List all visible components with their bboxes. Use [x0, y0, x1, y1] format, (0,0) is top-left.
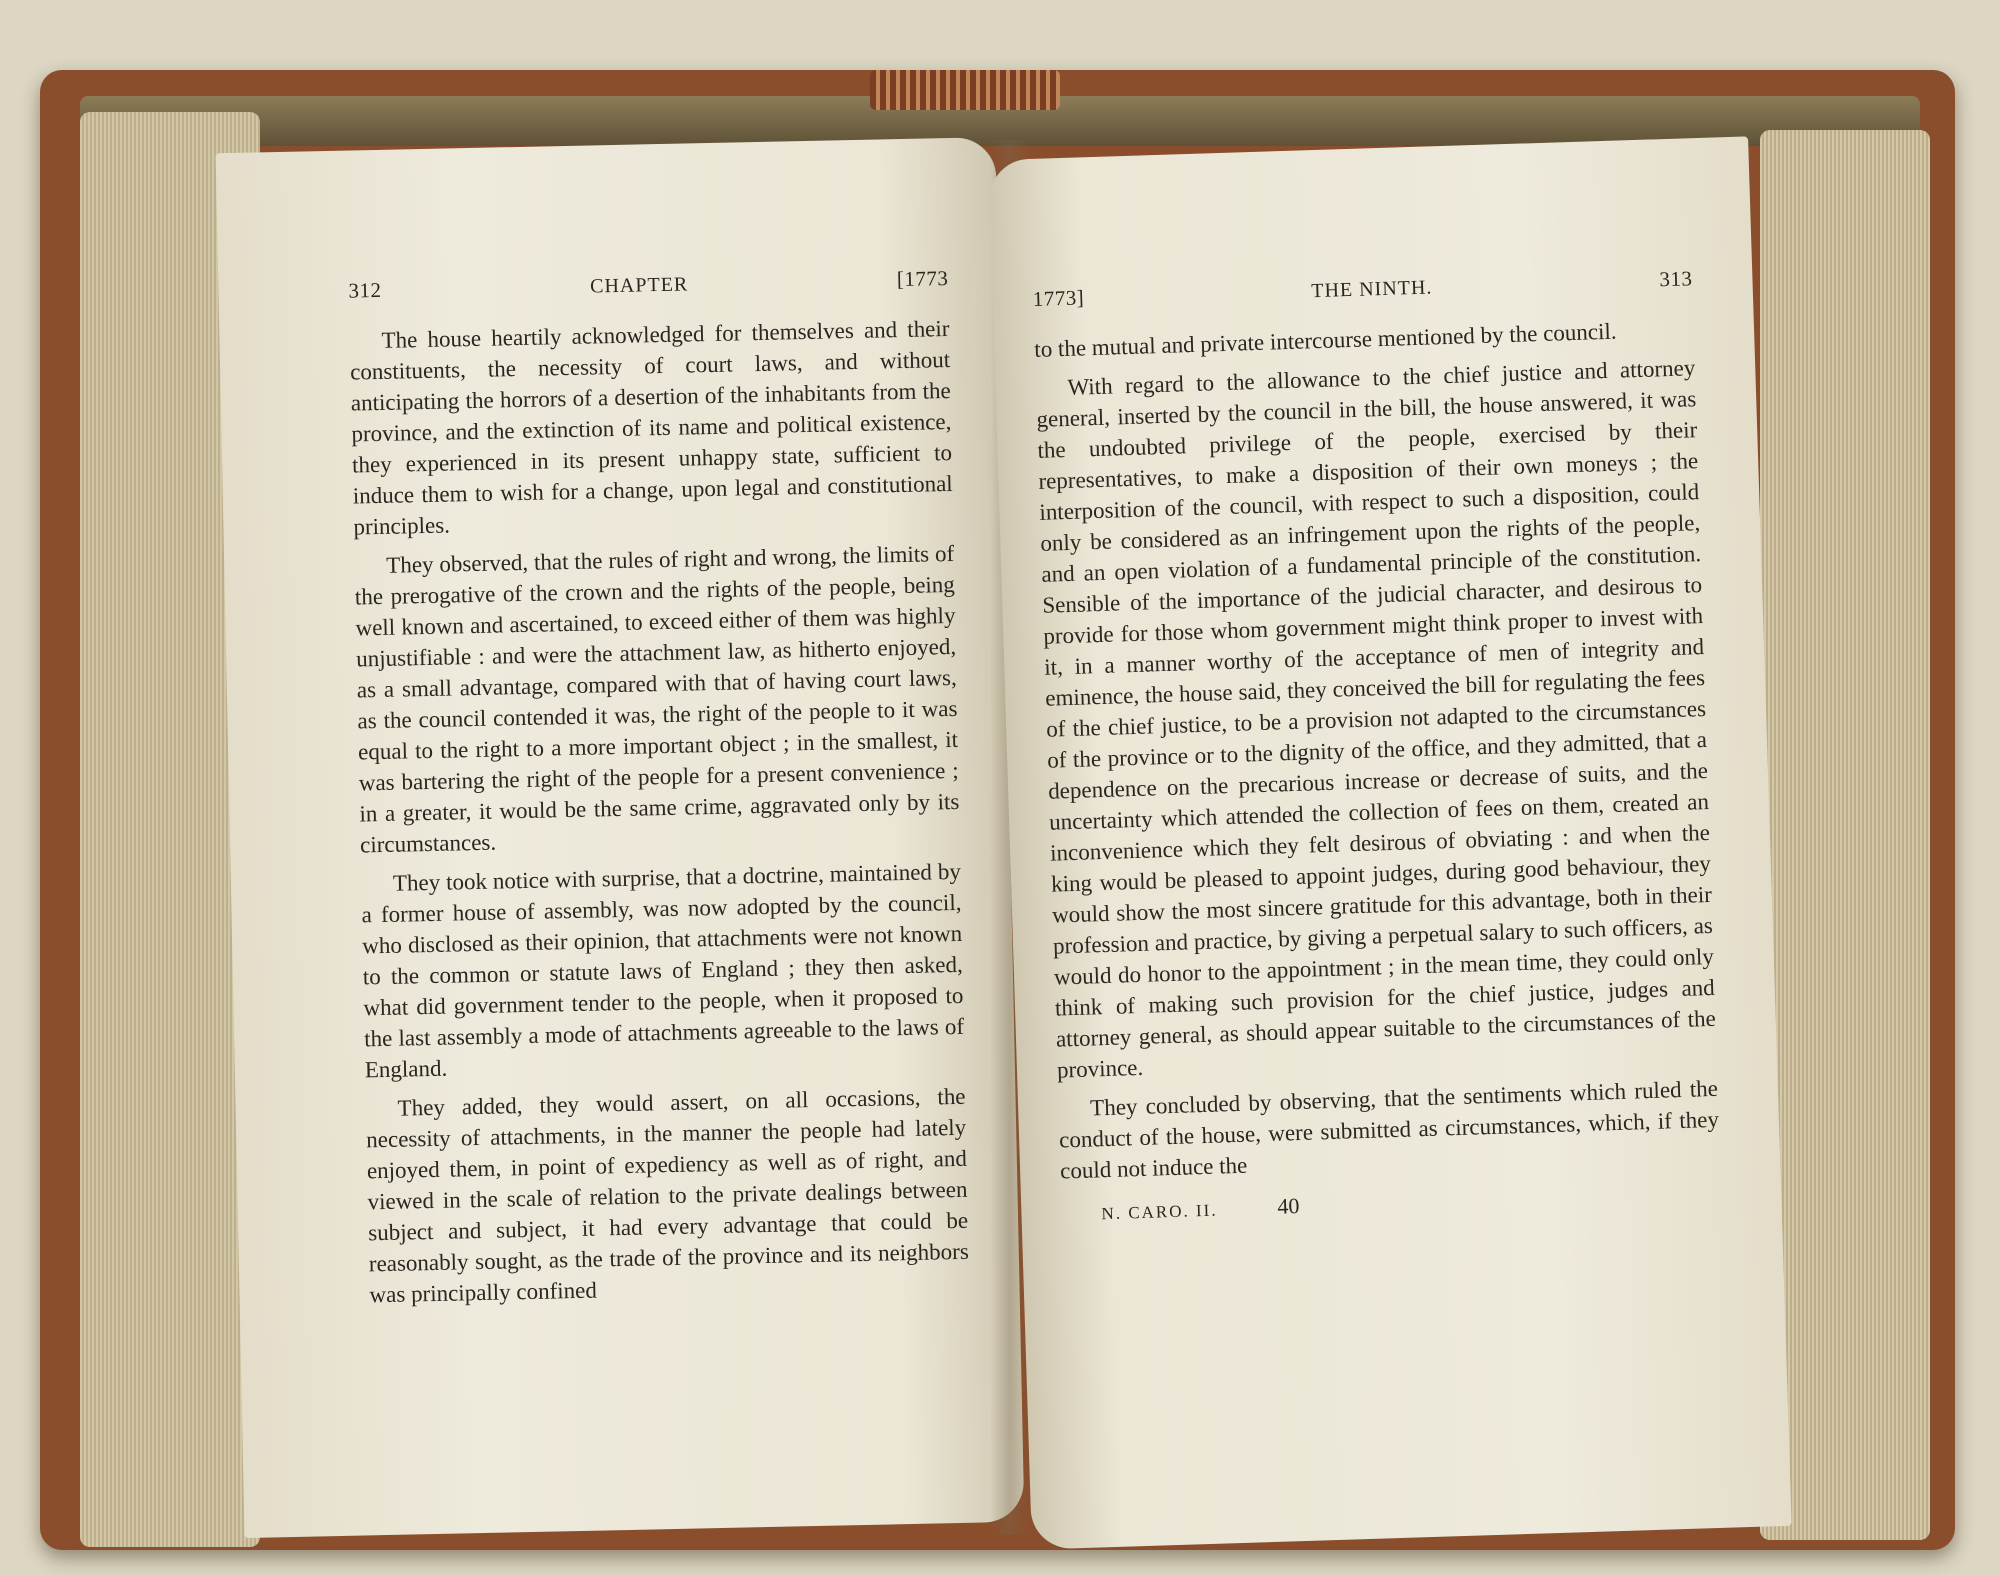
right-page-number: 313	[1659, 266, 1693, 292]
left-page	[216, 137, 1025, 1538]
paragraph: to the mutual and private intercourse mentioned by the council.	[1033, 318, 1617, 362]
paragraph: The house heartily acknowledged for themselves and their constituents, the necessity of court laws, and without anticipating the horrors of a desertion of the inhabitants from the province, and the extinction of its name and political existence, they experienced in its present unhappy state, sufficient to induce them to wish for a change, upon legal and constitutional principles.	[349, 315, 953, 540]
right-year-mark: 1773]	[1032, 285, 1085, 311]
paragraph: They concluded by observing, that the sentiments which ruled the conduct of the house, were submitted as circumstances, which, if they could not induce the	[1058, 1075, 1720, 1184]
paragraph: With regard to the allowance to the chief justice and attorney general, inserted by the council in the bill, the house answered, it was the undoubted privilege of the people, exercised by their representatives, to make a disposition of their own moneys ; the interposition of the council, with respect to such a disposition, could only be considered as an infringement upon the rights of the people, and an open violation of a fundamental principle of the constitution. Sensible of the importance of the judicial character, and desirous to provide for those whom government might think proper to invest with it, in a manner worthy of the acceptance of men of integrity and eminence, the house said, they conceived the bill for regulating the fees of the chief justice, to be a provision not adapted to the circumstances of the province or to the dignity of the office, and they admitted, that a dependence on the precarious increase or decrease of suits, and the uncertainty which attended the collection of fees on them, created an inconvenience which they felt desirous of obviating : and when the king would be pleased to appoint judges, during good behaviour, they would show the most sincere gratitude for this advantage, both in their profession and practice, by giving a perpetual salary to such officers, as would do honor to the appointment ; in the mean time, they could only think of making such provision for the chief justice, judges and attorney general, as should appear suitable to the circumstances of the province.	[1036, 355, 1717, 1083]
right-running-head	[1032, 266, 1692, 312]
right-running-title: THE NINTH.	[1310, 276, 1433, 303]
right-page	[988, 136, 1791, 1549]
right-body-text	[1034, 313, 1720, 1186]
left-running-title: CHAPTER	[589, 273, 689, 298]
book-spine-headband	[870, 70, 1060, 110]
paragraph: They added, they would assert, on all occasions, the necessity of attachments, in the manner the people had lately enjoyed them, in point of expediency as well as of right, and viewed in the scale of relation to the private dealings between subject and subject, it had every advantage that could be reasonably sought, as the trade of the province and its neighbors was principally confined	[366, 1083, 970, 1308]
signature-line	[1061, 1180, 1721, 1227]
signature-number: 40	[1277, 1193, 1300, 1219]
left-page-number: 312	[348, 277, 382, 303]
right-page-edges	[1760, 130, 1930, 1540]
paragraph: They took notice with surprise, that a doctrine, maintained by a former house of assembly, was now adopted by the council, who disclosed as their opinion, that attachments were not known to the common or statute laws of England ; they then asked, what did government tender to the people, when it proposed to the last assembly a mode of attachments agreeable to the laws of England.	[361, 858, 965, 1083]
left-running-head	[348, 266, 948, 304]
signature-mark: N. CARO. II.	[1101, 1200, 1218, 1224]
paragraph: They observed, that the rules of right and wrong, the limits of the prerogative of the crown and the rights of the people, being well known and ascertained, to exceed either of them was highly unjustifiable : and were the attachment law, as hitherto enjoyed, as a small advantage, compared with that of having court laws, as the council contended it was, the right of the people to it was equal to the right to a more important object ; in the smallest, it was bartering the right of the people for a present convenience ; in a greater, it would be the same crime, aggravated only by its circumstances.	[354, 540, 960, 858]
left-body-text	[349, 313, 969, 1310]
left-year-mark: [1773	[896, 266, 949, 292]
